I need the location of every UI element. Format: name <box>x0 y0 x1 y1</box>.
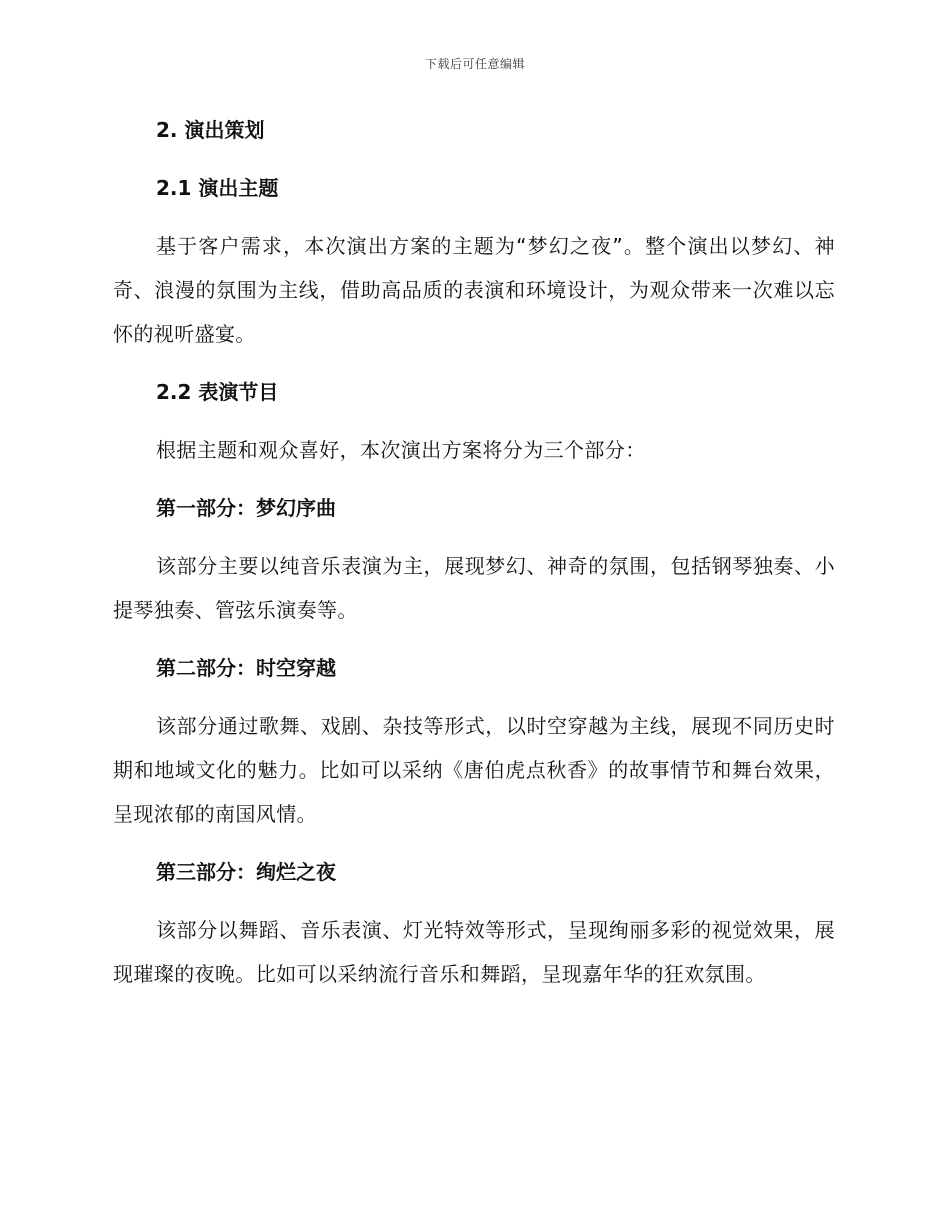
theme-paragraph: 基于客户需求，本次演出方案的主题为“梦幻之夜”。整个演出以梦幻、神奇、浪漫的氛围为主线，借助高品质的表演和环境设计，为观众带来一次难以忘怀的视听盛宴。 <box>113 234 835 346</box>
part-2-title: 第二部分：时空穿越 <box>156 656 336 680</box>
program-intro: 根据主题和观众喜好，本次演出方案将分为三个部分： <box>156 438 646 462</box>
part-2-text: 该部分通过歌舞、戏剧、杂技等形式，以时空穿越为主线，展现不同历史时期和地域文化的魅力。比如可以采纳《唐伯虎点秋香》的故事情节和舞台效果，呈现浓郁的南国风情。 <box>113 714 835 826</box>
part-3-title: 第三部分：绚烂之夜 <box>156 860 336 884</box>
program-heading: 2.2 表演节目 <box>156 380 279 404</box>
section-title: 2. 演出策划 <box>156 118 265 142</box>
part-1-title: 第一部分：梦幻序曲 <box>156 496 336 520</box>
part-1-text: 该部分主要以纯音乐表演为主，展现梦幻、神奇的氛围，包括钢琴独奏、小提琴独奏、管弦乐演奏等。 <box>113 554 835 622</box>
header-note: 下载后可任意编辑 <box>424 57 525 71</box>
part-3-text: 该部分以舞蹈、音乐表演、灯光特效等形式，呈现绚丽多彩的视觉效果，展现璀璨的夜晚。比如可以采纳流行音乐和舞蹈，呈现嘉年华的狂欢氛围。 <box>113 918 835 986</box>
theme-heading: 2.1 演出主题 <box>156 176 279 200</box>
document-body <box>113 108 835 1010</box>
